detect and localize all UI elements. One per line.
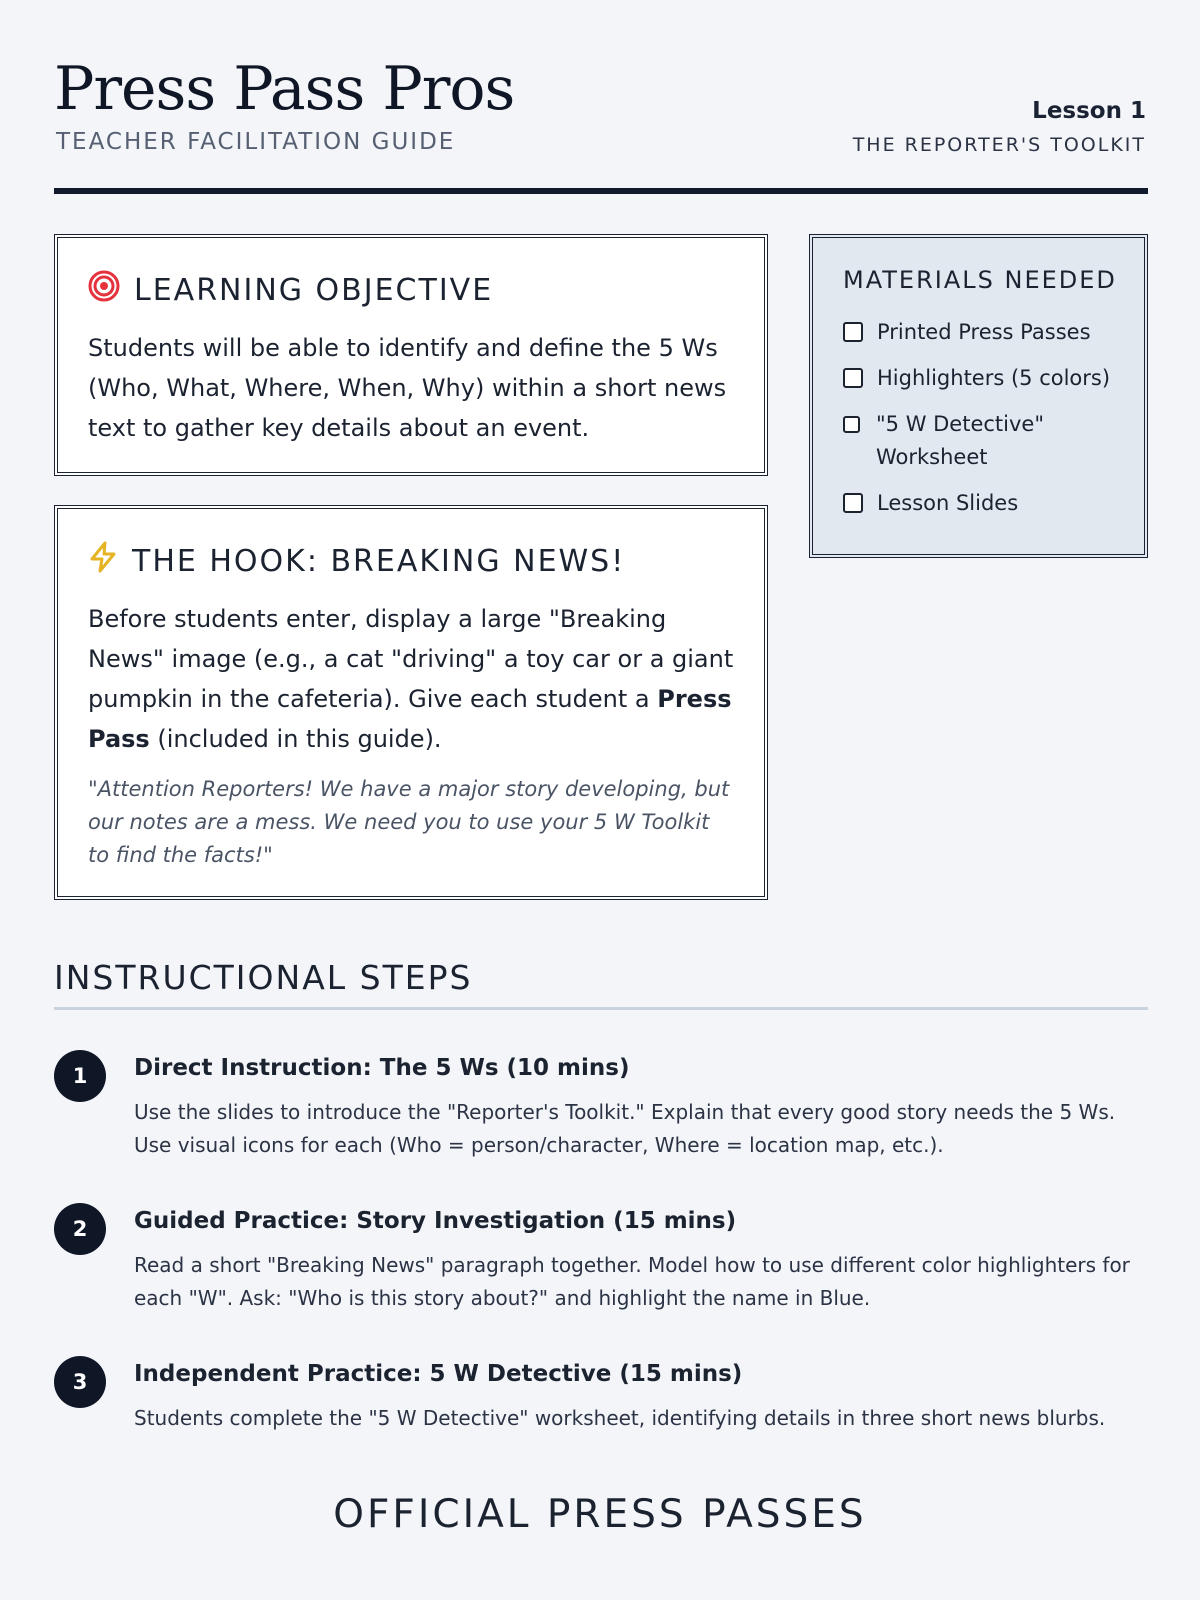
material-item <box>843 487 1126 520</box>
step-title: Guided Practice: Story Investigation (15 mins) <box>134 1208 737 1234</box>
page-header <box>54 52 1148 194</box>
step-number-badge: 3 <box>54 1356 106 1408</box>
material-item <box>843 316 1126 349</box>
materials-list <box>843 316 1126 533</box>
step-description: Use the slides to introduce the "Reporter's Toolkit." Explain that every good story needs the 5 Ws. Use visual icons for each (Who = person/character, Where = location map, etc.). <box>134 1100 1116 1157</box>
section-divider <box>54 1007 1148 1010</box>
lightning-icon <box>88 541 118 581</box>
step-description: Students complete the "5 W Detective" worksheet, identifying details in three short news blurbs. <box>134 1406 1106 1430</box>
materials-box <box>809 234 1148 558</box>
material-checkbox[interactable] <box>843 322 863 342</box>
step-number-badge: 1 <box>54 1050 106 1102</box>
material-label: Highlighters (5 colors) <box>877 366 1111 390</box>
hook-text-intro: Before students enter, display a large "Breaking News" image (e.g., a cat "driving" a toy car or a giant pumpkin in the cafeteria). Give each student a <box>88 605 734 713</box>
learning-objective-heading <box>88 270 493 310</box>
material-item <box>843 362 1126 395</box>
hook-text <box>88 599 736 759</box>
material-label: Lesson Slides <box>877 491 1019 515</box>
press-passes-heading: OFFICIAL PRESS PASSES <box>333 1492 867 1537</box>
hook-heading <box>88 541 625 581</box>
material-checkbox[interactable] <box>843 368 863 388</box>
hook-title: THE HOOK: BREAKING NEWS! <box>132 543 626 579</box>
page-subtitle: TEACHER FACILITATION GUIDE <box>56 129 456 155</box>
learning-objective-text: Students will be able to identify and define the 5 Ws (Who, What, Where, When, Why) within a short news text to gather key details about an event. <box>88 334 727 442</box>
target-icon <box>88 270 120 310</box>
lesson-name: THE REPORTER'S TOOLKIT <box>852 134 1146 156</box>
hook-text-outro: (included in this guide). <box>149 725 442 753</box>
material-label: "5 W Detective" Worksheet <box>876 412 1044 469</box>
materials-title: MATERIALS NEEDED <box>843 266 1117 294</box>
step-title: Independent Practice: 5 W Detective (15 mins) <box>134 1361 743 1387</box>
material-label: Printed Press Passes <box>877 320 1091 344</box>
step-title: Direct Instruction: The 5 Ws (10 mins) <box>134 1055 630 1081</box>
hook-quote: "Attention Reporters! We have a major story developing, but our notes are a mess. We need you to use your 5 W Toolkit to find the facts!" <box>88 777 730 867</box>
hook-box <box>54 505 768 900</box>
material-item <box>843 408 1126 474</box>
material-checkbox[interactable] <box>843 493 863 513</box>
page-title: Press Pass Pros <box>54 54 515 124</box>
step-number-badge: 2 <box>54 1203 106 1255</box>
step-description: Read a short "Breaking News" paragraph together. Model how to use different color highlighters for each "W". Ask: "Who is this story about?" and highlight the name in Blue. <box>134 1253 1130 1310</box>
instructional-steps-heading: INSTRUCTIONAL STEPS <box>54 958 473 997</box>
hook-text-press-pass: Press Pass <box>88 685 732 753</box>
learning-objective-box <box>54 234 768 476</box>
lesson-number: Lesson 1 <box>1032 98 1146 124</box>
learning-objective-title: LEARNING OBJECTIVE <box>134 272 494 308</box>
material-checkbox[interactable] <box>843 416 860 433</box>
